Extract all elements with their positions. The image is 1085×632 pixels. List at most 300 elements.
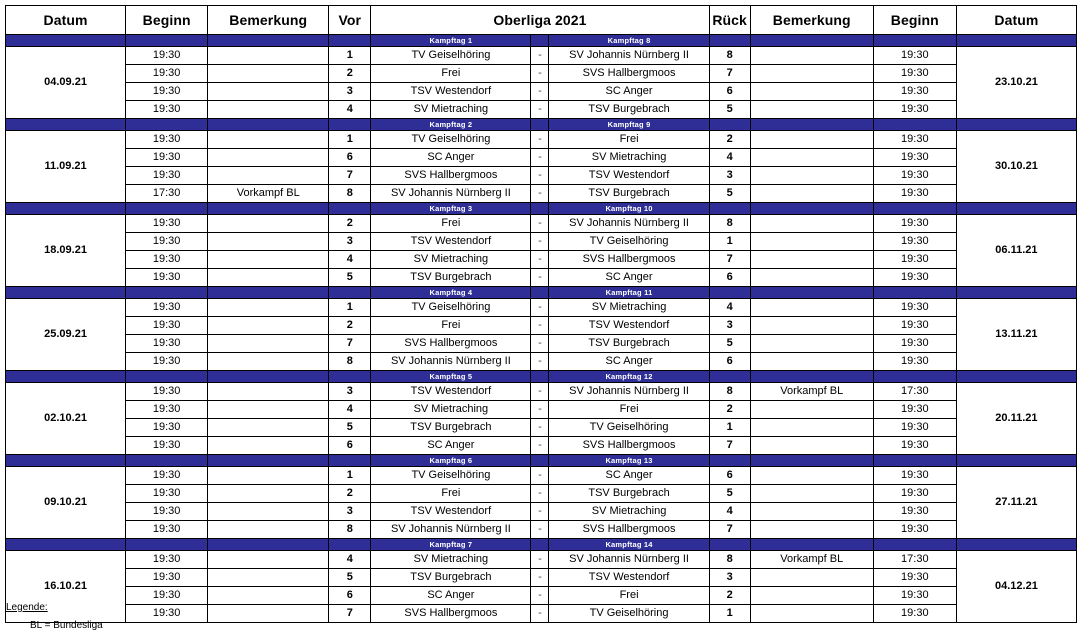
hin-bemerkung-cell: [208, 605, 329, 623]
matchday-bar-spacer-ruck-datum: [956, 35, 1076, 47]
table-row: [6, 185, 1077, 203]
hin-bemerkung-cell: [208, 131, 329, 149]
hin-bemerkung-cell: [208, 335, 329, 353]
hin-bemerkung-cell: [208, 215, 329, 233]
matchday-bar-spacer-ruck: [709, 455, 750, 467]
matchday-bar-spacer-ruck-beginn: [873, 35, 956, 47]
hin-bemerkung-cell: [208, 437, 329, 455]
matchday-bar-spacer-beginn: [126, 35, 208, 47]
matchday-bar-spacer-ruck-beginn: [873, 119, 956, 131]
legend: [6, 602, 103, 631]
ruck-number-cell: 4: [709, 503, 750, 521]
matchday-bar-spacer-vor: [329, 371, 371, 383]
versus-separator: -: [531, 605, 549, 623]
home-team-cell: SVS Hallbergmoos: [371, 335, 531, 353]
hin-beginn-cell: 19:30: [126, 605, 208, 623]
away-team-cell: Frei: [549, 587, 709, 605]
matchday-bar-spacer-vor: [329, 455, 371, 467]
table-row: [6, 437, 1077, 455]
away-team-cell: SV Mietraching: [549, 299, 709, 317]
matchday-bar-spacer-datum: [6, 119, 126, 131]
table-row: [6, 353, 1077, 371]
matchday-label-hin: Kampftag 1: [371, 35, 531, 47]
ruck-beginn-cell: 19:30: [873, 503, 956, 521]
table-row: [6, 521, 1077, 539]
ruck-number-cell: 6: [709, 269, 750, 287]
ruck-datum-cell: 06.11.21: [956, 215, 1076, 287]
table-row: [6, 47, 1077, 65]
away-team-cell: SC Anger: [549, 353, 709, 371]
ruck-number-cell: 3: [709, 317, 750, 335]
matchday-label-hin: Kampftag 7: [371, 539, 531, 551]
hin-bemerkung-cell: [208, 521, 329, 539]
matchday-bar-spacer-ruck-datum: [956, 287, 1076, 299]
ruck-number-cell: 8: [709, 551, 750, 569]
hin-beginn-cell: 19:30: [126, 467, 208, 485]
home-team-cell: TV Geiselhöring: [371, 467, 531, 485]
matchday-bar-spacer-beginn: [126, 287, 208, 299]
ruck-bemerkung-cell: [750, 269, 873, 287]
ruck-number-cell: 5: [709, 101, 750, 119]
hin-beginn-cell: 19:30: [126, 149, 208, 167]
table-row: [6, 401, 1077, 419]
vor-number-cell: 2: [329, 485, 371, 503]
ruck-bemerkung-cell: [750, 467, 873, 485]
away-team-cell: SV Johannis Nürnberg II: [549, 215, 709, 233]
hin-bemerkung-cell: [208, 317, 329, 335]
vor-number-cell: 7: [329, 335, 371, 353]
versus-separator: -: [531, 131, 549, 149]
away-team-cell: SV Johannis Nürnberg II: [549, 551, 709, 569]
away-team-cell: SV Mietraching: [549, 149, 709, 167]
matchday-bar-spacer-beginn: [126, 119, 208, 131]
table-header-row: [6, 6, 1077, 35]
versus-separator: -: [531, 401, 549, 419]
ruck-bemerkung-cell: [750, 185, 873, 203]
table-row: [6, 167, 1077, 185]
matchday-bar-spacer-dash: [531, 539, 549, 551]
matchday-label-ruck: Kampftag 14: [549, 539, 709, 551]
matchday-bar-spacer-bemerkung: [208, 35, 329, 47]
versus-separator: -: [531, 383, 549, 401]
ruck-beginn-cell: 19:30: [873, 233, 956, 251]
versus-separator: -: [531, 83, 549, 101]
hin-bemerkung-cell: [208, 383, 329, 401]
ruck-beginn-cell: 19:30: [873, 437, 956, 455]
hin-bemerkung-cell: [208, 101, 329, 119]
table-row: [6, 335, 1077, 353]
home-team-cell: SV Mietraching: [371, 551, 531, 569]
header-hin-beginn: Beginn: [126, 6, 208, 35]
home-team-cell: SC Anger: [371, 149, 531, 167]
hin-bemerkung-cell: Vorkampf BL: [208, 185, 329, 203]
ruck-number-cell: 5: [709, 185, 750, 203]
ruck-beginn-cell: 19:30: [873, 65, 956, 83]
ruck-bemerkung-cell: [750, 83, 873, 101]
hin-bemerkung-cell: [208, 551, 329, 569]
hin-bemerkung-cell: [208, 485, 329, 503]
matchday-bar-spacer-bemerkung: [208, 371, 329, 383]
vor-number-cell: 2: [329, 65, 371, 83]
away-team-cell: SV Johannis Nürnberg II: [549, 383, 709, 401]
matchday-bar-spacer-ruck-datum: [956, 539, 1076, 551]
hin-bemerkung-cell: [208, 167, 329, 185]
versus-separator: -: [531, 437, 549, 455]
hin-beginn-cell: 17:30: [126, 185, 208, 203]
hin-bemerkung-cell: [208, 401, 329, 419]
matchday-bar-spacer-ruck-beginn: [873, 203, 956, 215]
hin-beginn-cell: 19:30: [126, 587, 208, 605]
ruck-number-cell: 2: [709, 401, 750, 419]
hin-beginn-cell: 19:30: [126, 317, 208, 335]
ruck-bemerkung-cell: [750, 437, 873, 455]
matchday-label-ruck: Kampftag 13: [549, 455, 709, 467]
ruck-beginn-cell: 19:30: [873, 587, 956, 605]
matchday-bar-spacer-ruck-bemerkung: [750, 371, 873, 383]
ruck-bemerkung-cell: [750, 569, 873, 587]
matchday-bar-spacer-beginn: [126, 371, 208, 383]
versus-separator: -: [531, 485, 549, 503]
hin-bemerkung-cell: [208, 65, 329, 83]
away-team-cell: TV Geiselhöring: [549, 419, 709, 437]
hin-beginn-cell: 19:30: [126, 269, 208, 287]
ruck-bemerkung-cell: [750, 521, 873, 539]
home-team-cell: SV Mietraching: [371, 401, 531, 419]
matchday-bar-spacer-ruck-bemerkung: [750, 455, 873, 467]
versus-separator: -: [531, 299, 549, 317]
away-team-cell: Frei: [549, 401, 709, 419]
hin-beginn-cell: 19:30: [126, 521, 208, 539]
home-team-cell: TSV Westendorf: [371, 83, 531, 101]
ruck-bemerkung-cell: [750, 587, 873, 605]
vor-number-cell: 4: [329, 401, 371, 419]
vor-number-cell: 1: [329, 131, 371, 149]
hin-beginn-cell: 19:30: [126, 401, 208, 419]
ruck-bemerkung-cell: [750, 131, 873, 149]
hin-beginn-cell: 19:30: [126, 299, 208, 317]
matchday-bar-spacer-dash: [531, 455, 549, 467]
away-team-cell: TSV Burgebrach: [549, 485, 709, 503]
vor-number-cell: 7: [329, 605, 371, 623]
table-row: [6, 551, 1077, 569]
table-row: [6, 587, 1077, 605]
hin-beginn-cell: 19:30: [126, 251, 208, 269]
matchday-bar-spacer-ruck-beginn: [873, 287, 956, 299]
hin-bemerkung-cell: [208, 353, 329, 371]
home-team-cell: SV Johannis Nürnberg II: [371, 521, 531, 539]
ruck-bemerkung-cell: [750, 503, 873, 521]
matchday-label-hin: Kampftag 3: [371, 203, 531, 215]
away-team-cell: SVS Hallbergmoos: [549, 521, 709, 539]
table-row: [6, 101, 1077, 119]
ruck-beginn-cell: 19:30: [873, 167, 956, 185]
ruck-number-cell: 3: [709, 167, 750, 185]
table-row: [6, 251, 1077, 269]
matchday-bar-spacer-bemerkung: [208, 203, 329, 215]
home-team-cell: SC Anger: [371, 587, 531, 605]
hin-bemerkung-cell: [208, 569, 329, 587]
versus-separator: -: [531, 251, 549, 269]
matchday-bar-spacer-ruck-bemerkung: [750, 287, 873, 299]
versus-separator: -: [531, 233, 549, 251]
ruck-number-cell: 8: [709, 215, 750, 233]
versus-separator: -: [531, 101, 549, 119]
ruck-number-cell: 5: [709, 485, 750, 503]
ruck-bemerkung-cell: [750, 233, 873, 251]
hin-datum-cell: 25.09.21: [6, 299, 126, 371]
home-team-cell: Frei: [371, 215, 531, 233]
table-row: [6, 149, 1077, 167]
matchday-bar-spacer-dash: [531, 35, 549, 47]
ruck-datum-cell: 27.11.21: [956, 467, 1076, 539]
away-team-cell: TSV Burgebrach: [549, 335, 709, 353]
matchday-bar-spacer-datum: [6, 287, 126, 299]
versus-separator: -: [531, 149, 549, 167]
matchday-bar-spacer-ruck-datum: [956, 371, 1076, 383]
table-row: [6, 215, 1077, 233]
ruck-bemerkung-cell: [750, 485, 873, 503]
vor-number-cell: 7: [329, 167, 371, 185]
matchday-label-hin: Kampftag 6: [371, 455, 531, 467]
hin-datum-cell: 02.10.21: [6, 383, 126, 455]
ruck-beginn-cell: 19:30: [873, 401, 956, 419]
matchday-label-ruck: Kampftag 8: [549, 35, 709, 47]
ruck-bemerkung-cell: [750, 47, 873, 65]
away-team-cell: SC Anger: [549, 83, 709, 101]
home-team-cell: TSV Burgebrach: [371, 569, 531, 587]
vor-number-cell: 5: [329, 269, 371, 287]
vor-number-cell: 6: [329, 149, 371, 167]
matchday-bar-spacer-ruck-datum: [956, 455, 1076, 467]
versus-separator: -: [531, 569, 549, 587]
home-team-cell: SV Johannis Nürnberg II: [371, 353, 531, 371]
ruck-datum-cell: 23.10.21: [956, 47, 1076, 119]
hin-bemerkung-cell: [208, 467, 329, 485]
hin-bemerkung-cell: [208, 587, 329, 605]
versus-separator: -: [531, 269, 549, 287]
ruck-beginn-cell: 19:30: [873, 131, 956, 149]
ruck-bemerkung-cell: [750, 215, 873, 233]
matchday-bar-spacer-bemerkung: [208, 455, 329, 467]
away-team-cell: TV Geiselhöring: [549, 605, 709, 623]
ruck-number-cell: 8: [709, 47, 750, 65]
hin-bemerkung-cell: [208, 269, 329, 287]
versus-separator: -: [531, 47, 549, 65]
matchday-bar-spacer-ruck-bemerkung: [750, 539, 873, 551]
matchday-bar-spacer-vor: [329, 539, 371, 551]
ruck-bemerkung-cell: Vorkampf BL: [750, 551, 873, 569]
away-team-cell: TSV Westendorf: [549, 317, 709, 335]
home-team-cell: TSV Burgebrach: [371, 269, 531, 287]
matchday-bar-spacer-dash: [531, 287, 549, 299]
hin-beginn-cell: 19:30: [126, 503, 208, 521]
versus-separator: -: [531, 587, 549, 605]
matchday-bar-spacer-vor: [329, 119, 371, 131]
hin-beginn-cell: 19:30: [126, 383, 208, 401]
ruck-bemerkung-cell: [750, 167, 873, 185]
hin-datum-cell: 04.09.21: [6, 47, 126, 119]
ruck-bemerkung-cell: [750, 65, 873, 83]
ruck-bemerkung-cell: [750, 401, 873, 419]
table-row: [6, 605, 1077, 623]
vor-number-cell: 3: [329, 233, 371, 251]
matchday-bar-spacer-beginn: [126, 203, 208, 215]
matchday-bar: [6, 203, 1077, 215]
vor-number-cell: 8: [329, 521, 371, 539]
ruck-number-cell: 2: [709, 131, 750, 149]
ruck-beginn-cell: 19:30: [873, 317, 956, 335]
versus-separator: -: [531, 317, 549, 335]
ruck-beginn-cell: 19:30: [873, 101, 956, 119]
home-team-cell: Frei: [371, 317, 531, 335]
matchday-bar-spacer-vor: [329, 203, 371, 215]
versus-separator: -: [531, 467, 549, 485]
hin-beginn-cell: 19:30: [126, 569, 208, 587]
ruck-beginn-cell: 19:30: [873, 299, 956, 317]
matchday-label-ruck: Kampftag 11: [549, 287, 709, 299]
hin-datum-cell: 09.10.21: [6, 467, 126, 539]
away-team-cell: Frei: [549, 131, 709, 149]
vor-number-cell: 6: [329, 587, 371, 605]
ruck-datum-cell: 04.12.21: [956, 551, 1076, 623]
legend-line-bl: BL = Bundesliga: [30, 620, 103, 631]
vor-number-cell: 4: [329, 101, 371, 119]
ruck-bemerkung-cell: [750, 101, 873, 119]
home-team-cell: SVS Hallbergmoos: [371, 167, 531, 185]
table-row: [6, 317, 1077, 335]
home-team-cell: TV Geiselhöring: [371, 47, 531, 65]
versus-separator: -: [531, 353, 549, 371]
matchday-bar-spacer-ruck: [709, 119, 750, 131]
table-row: [6, 485, 1077, 503]
ruck-bemerkung-cell: [750, 317, 873, 335]
vor-number-cell: 3: [329, 503, 371, 521]
matchday-bar-spacer-beginn: [126, 455, 208, 467]
header-hin-bemerkung: Bemerkung: [208, 6, 329, 35]
ruck-beginn-cell: 19:30: [873, 605, 956, 623]
home-team-cell: Frei: [371, 65, 531, 83]
ruck-number-cell: 7: [709, 521, 750, 539]
table-row: [6, 65, 1077, 83]
ruck-beginn-cell: 19:30: [873, 215, 956, 233]
hin-bemerkung-cell: [208, 233, 329, 251]
matchday-bar-spacer-datum: [6, 539, 126, 551]
vor-number-cell: 1: [329, 467, 371, 485]
ruck-beginn-cell: 19:30: [873, 569, 956, 587]
matchday-bar-spacer-datum: [6, 371, 126, 383]
home-team-cell: TSV Burgebrach: [371, 419, 531, 437]
matchday-bar: [6, 35, 1077, 47]
matchday-bar-spacer-ruck-datum: [956, 203, 1076, 215]
hin-bemerkung-cell: [208, 251, 329, 269]
ruck-number-cell: 4: [709, 299, 750, 317]
away-team-cell: SV Mietraching: [549, 503, 709, 521]
matchday-bar-spacer-bemerkung: [208, 119, 329, 131]
hin-beginn-cell: 19:30: [126, 215, 208, 233]
hin-beginn-cell: 19:30: [126, 65, 208, 83]
ruck-beginn-cell: 19:30: [873, 485, 956, 503]
matchday-bar-spacer-ruck-bemerkung: [750, 35, 873, 47]
header-ruck: Rück: [709, 6, 750, 35]
matchday-bar-spacer-ruck: [709, 371, 750, 383]
hin-beginn-cell: 19:30: [126, 131, 208, 149]
matchday-bar: [6, 539, 1077, 551]
header-ruck-bemerkung: Bemerkung: [750, 6, 873, 35]
hin-datum-cell: 16.10.21: [6, 551, 126, 623]
vor-number-cell: 6: [329, 437, 371, 455]
hin-beginn-cell: 19:30: [126, 437, 208, 455]
ruck-number-cell: 5: [709, 335, 750, 353]
ruck-beginn-cell: 17:30: [873, 551, 956, 569]
away-team-cell: SV Johannis Nürnberg II: [549, 47, 709, 65]
table-row: [6, 383, 1077, 401]
hin-beginn-cell: 19:30: [126, 101, 208, 119]
home-team-cell: TSV Westendorf: [371, 233, 531, 251]
matchday-bar-spacer-dash: [531, 119, 549, 131]
ruck-number-cell: 1: [709, 605, 750, 623]
hin-beginn-cell: 19:30: [126, 485, 208, 503]
hin-bemerkung-cell: [208, 83, 329, 101]
matchday-bar: [6, 287, 1077, 299]
matchday-label-hin: Kampftag 4: [371, 287, 531, 299]
ruck-beginn-cell: 19:30: [873, 251, 956, 269]
matchday-bar-spacer-ruck-beginn: [873, 539, 956, 551]
versus-separator: -: [531, 503, 549, 521]
away-team-cell: SVS Hallbergmoos: [549, 65, 709, 83]
matchday-bar-spacer-ruck-bemerkung: [750, 203, 873, 215]
away-team-cell: TSV Burgebrach: [549, 185, 709, 203]
matchday-bar: [6, 455, 1077, 467]
page-title: Oberliga 2021: [371, 6, 709, 35]
home-team-cell: SC Anger: [371, 437, 531, 455]
hin-bemerkung-cell: [208, 299, 329, 317]
ruck-beginn-cell: 19:30: [873, 353, 956, 371]
matchday-bar-spacer-dash: [531, 203, 549, 215]
matchday-bar-spacer-ruck-bemerkung: [750, 119, 873, 131]
matchday-bar-spacer-ruck: [709, 287, 750, 299]
ruck-number-cell: 8: [709, 383, 750, 401]
ruck-beginn-cell: 19:30: [873, 83, 956, 101]
matchday-bar-spacer-bemerkung: [208, 539, 329, 551]
table-row: [6, 569, 1077, 587]
matchday-bar-spacer-ruck-datum: [956, 119, 1076, 131]
vor-number-cell: 8: [329, 353, 371, 371]
header-hin-datum: Datum: [6, 6, 126, 35]
matchday-bar-spacer-datum: [6, 203, 126, 215]
versus-separator: -: [531, 335, 549, 353]
ruck-number-cell: 6: [709, 467, 750, 485]
matchday-bar-spacer-bemerkung: [208, 287, 329, 299]
ruck-number-cell: 6: [709, 353, 750, 371]
table-row: [6, 503, 1077, 521]
hin-beginn-cell: 19:30: [126, 167, 208, 185]
ruck-datum-cell: 20.11.21: [956, 383, 1076, 455]
matchday-bar-spacer-vor: [329, 287, 371, 299]
home-team-cell: SV Johannis Nürnberg II: [371, 185, 531, 203]
versus-separator: -: [531, 419, 549, 437]
away-team-cell: TV Geiselhöring: [549, 233, 709, 251]
home-team-cell: TV Geiselhöring: [371, 299, 531, 317]
versus-separator: -: [531, 521, 549, 539]
away-team-cell: SC Anger: [549, 269, 709, 287]
ruck-beginn-cell: 19:30: [873, 335, 956, 353]
matchday-bar-spacer-ruck: [709, 35, 750, 47]
away-team-cell: TSV Westendorf: [549, 167, 709, 185]
away-team-cell: SVS Hallbergmoos: [549, 251, 709, 269]
home-team-cell: TV Geiselhöring: [371, 131, 531, 149]
hin-beginn-cell: 19:30: [126, 233, 208, 251]
ruck-number-cell: 7: [709, 251, 750, 269]
